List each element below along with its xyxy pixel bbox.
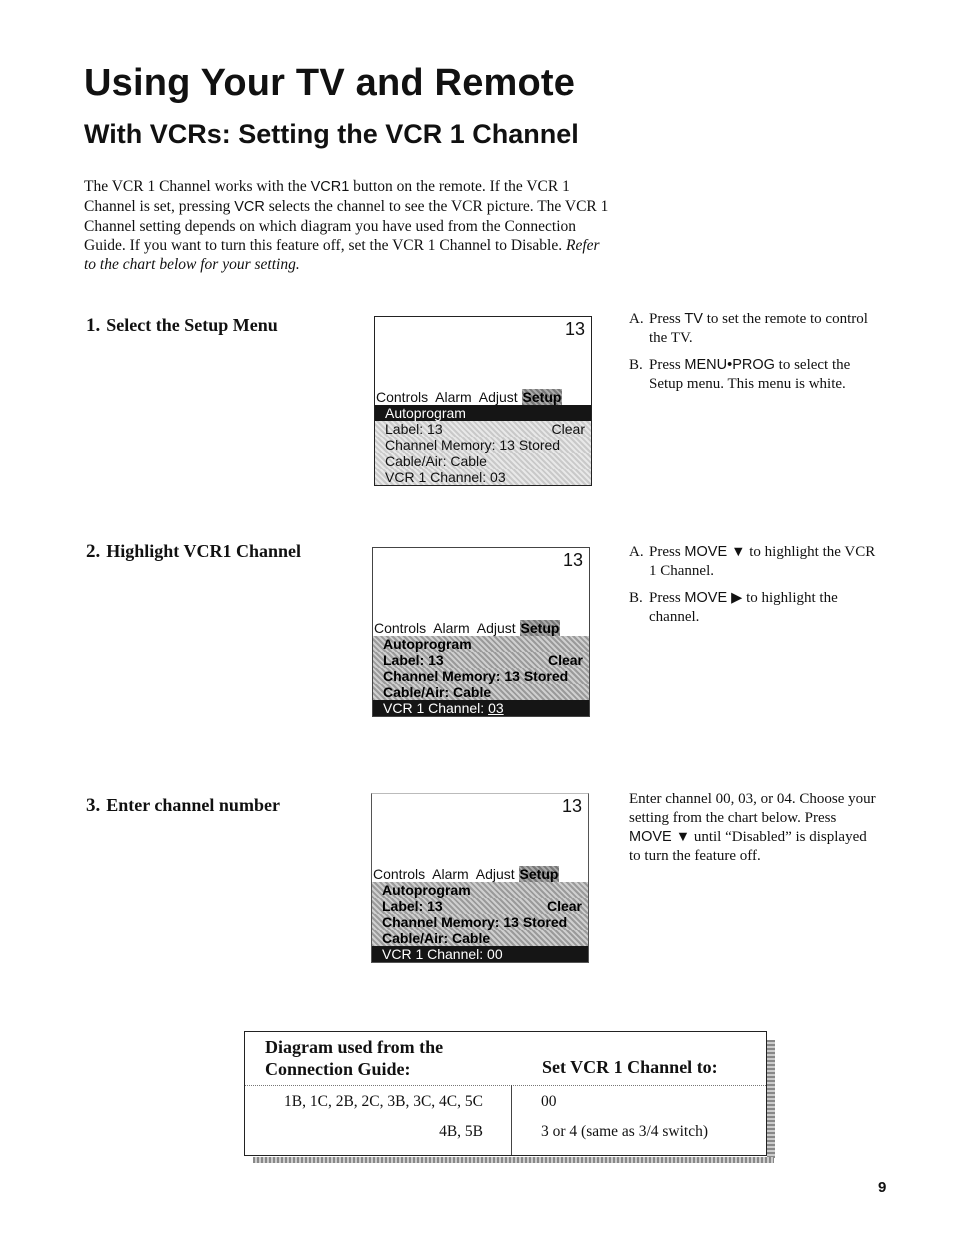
section-title: With VCRs: Setting the VCR 1 Channel <box>84 119 579 149</box>
menu-item-label: Label: 13 Clear <box>372 898 588 914</box>
channel-number: 13 <box>564 319 585 339</box>
vcr-key: VCR <box>234 199 265 215</box>
chart-shadow-right <box>767 1040 775 1158</box>
page-number: 9 <box>878 1179 887 1196</box>
menu-prog-key: MENU•PROG <box>684 357 775 373</box>
menu-item-cable-air: Cable/Air: Cable <box>372 930 588 946</box>
menu-item-channel-memory: Channel Memory: 13 Stored <box>375 437 591 453</box>
step-2-title: 2. Highlight VCR1 Channel <box>86 541 301 562</box>
instruction-b: B. Press MOVE ▶ to highlight the channel. <box>629 590 838 625</box>
menu-bar: Controls Alarm Adjust Setup <box>374 620 560 636</box>
chart-cell-setting: 00 <box>541 1093 557 1110</box>
move-right-key: MOVE ▶ <box>684 590 743 606</box>
chart-header-diagram: Diagram used from the Connection Guide: <box>265 1037 444 1079</box>
menu-bar: Controls Alarm Adjust Setup <box>373 866 559 882</box>
menu-item-vcr1-channel: VCR 1 Channel: 03 <box>375 469 591 485</box>
menu-item-vcr1-channel: VCR 1 Channel: 00 <box>372 946 588 962</box>
chart-divider <box>245 1085 766 1086</box>
channel-number: 13 <box>561 796 582 816</box>
step-3-instructions: Enter channel 00, 03, or 04. Choose your setting from the chart below. Press MOVE ▼ until “Disabled” is displayed to turn the feature off. <box>629 791 876 864</box>
vcr1-key: VCR1 <box>310 179 350 195</box>
chart-shadow-bottom <box>253 1157 774 1163</box>
clear-option: Clear <box>551 421 585 437</box>
move-down-key: MOVE ▼ <box>629 829 691 845</box>
chart-header-setting: Set VCR 1 Channel to: <box>542 1057 718 1077</box>
setup-menu-screen-2 <box>372 547 590 717</box>
setup-menu-screen-1 <box>374 316 592 486</box>
clear-option: Clear <box>547 652 583 668</box>
menu-item-cable-air: Cable/Air: Cable <box>373 684 589 700</box>
menu-item-autoprogram: Autoprogram <box>372 882 588 898</box>
channel-value: 03 <box>488 700 504 716</box>
instruction-a: A. Press MOVE ▼ to highlight the VCR 1 Channel. <box>629 544 876 579</box>
menu-item-autoprogram: Autoprogram <box>375 405 591 421</box>
chart-reference: Refer to the chart below for your setting. <box>84 237 600 273</box>
step-2-instructions <box>629 543 879 635</box>
menu-item-autoprogram: Autoprogram <box>373 636 589 652</box>
clear-option: Clear <box>546 898 582 914</box>
move-down-key: MOVE ▼ <box>684 544 746 560</box>
menu-item-label: Label: 13 Clear <box>373 652 589 668</box>
step-1-instructions <box>629 310 879 402</box>
chart-cell-setting: 3 or 4 (same as 3/4 switch) <box>541 1123 709 1140</box>
channel-number: 13 <box>562 550 583 570</box>
chart-cell-diagram: 4B, 5B <box>439 1123 483 1140</box>
setup-tab: Setup <box>520 620 560 636</box>
step-3-title: 3. Enter channel number <box>86 795 280 816</box>
setup-tab: Setup <box>519 866 559 882</box>
setup-tab: Setup <box>522 389 562 405</box>
page-title: Using Your TV and Remote <box>84 62 576 104</box>
vcr1-channel-chart <box>244 1031 767 1156</box>
menu-item-channel-memory: Channel Memory: 13 Stored <box>373 668 589 684</box>
menu-item-channel-memory: Channel Memory: 13 Stored <box>372 914 588 930</box>
chart-column-divider <box>511 1085 512 1155</box>
intro-paragraph: The VCR 1 Channel works with the VCR1 button on the remote. If the VCR 1 Channel is set, pressing VCR selects the channel to see the VCR picture. The VCR 1 Channel setting depends on which diagram you have used from the Connection Guide. If you want to turn this feature off, set the VCR 1 Channel to Disable. Refer to the chart below for your setting. <box>84 178 609 273</box>
step-1-title: 1. Select the Setup Menu <box>86 315 278 336</box>
setup-menu-screen-3 <box>371 793 589 963</box>
menu-bar: Controls Alarm Adjust Setup <box>376 389 562 405</box>
instruction-b: B. Press MENU•PROG to select the Setup menu. This menu is white. <box>629 357 851 392</box>
menu-item-label: Label: 13 Clear <box>375 421 591 437</box>
menu-item-cable-air: Cable/Air: Cable <box>375 453 591 469</box>
chart-cell-diagram: 1B, 1C, 2B, 2C, 3B, 3C, 4C, 5C <box>284 1093 483 1110</box>
tv-key: TV <box>684 311 703 327</box>
instruction-a: A. Press TV to set the remote to control the TV. <box>629 311 868 346</box>
menu-item-vcr1-channel: VCR 1 Channel: 03 <box>373 700 589 716</box>
